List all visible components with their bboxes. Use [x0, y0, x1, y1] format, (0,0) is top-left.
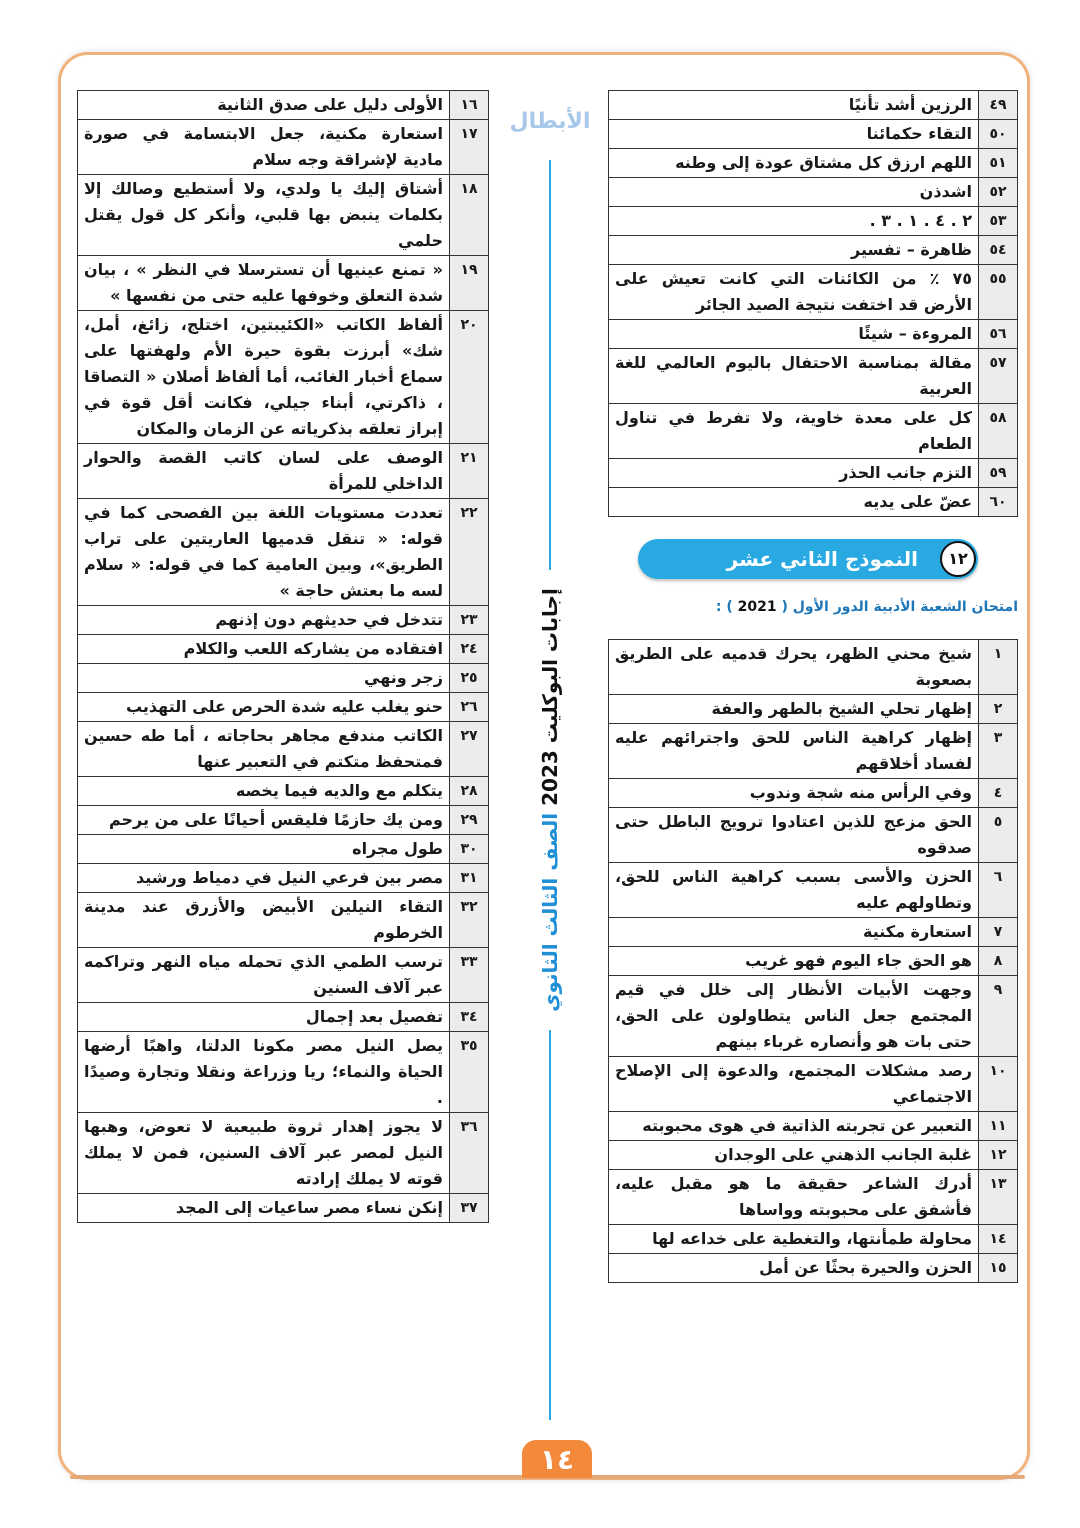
table-row — [78, 444, 489, 499]
answer-number: ١٤ — [979, 1225, 1018, 1254]
answer-number: ٣٧ — [450, 1194, 489, 1223]
table-row — [78, 948, 489, 1003]
answer-text: يصل النيل مصر مكونا الدلتا، واهبًا أرضها الحياة والنماء؛ ريا وزراعة ونقلا وتجارة وصيدًا . — [78, 1032, 450, 1113]
answer-number: ٥٢ — [979, 178, 1018, 207]
answer-number: ٥٤ — [979, 236, 1018, 265]
answer-number: ١٢ — [979, 1141, 1018, 1170]
answer-text: التزم جانب الحذر — [609, 459, 979, 488]
answer-text: الكاتب مندفع مجاهر بحاجاته ، أما طه حسين فمتحفظ متكتم في التعبير عنها — [78, 722, 450, 777]
table-row — [609, 779, 1018, 808]
answer-text: المروءة – شيئًا — [609, 320, 979, 349]
answer-number: ٢٢ — [450, 499, 489, 606]
table-row — [78, 664, 489, 693]
table-row — [609, 1254, 1018, 1283]
table-row — [78, 635, 489, 664]
answer-number: ٥٠ — [979, 120, 1018, 149]
answers-table-right-bottom — [608, 639, 1018, 1283]
answer-number: ٣٦ — [450, 1113, 489, 1194]
table-row — [78, 606, 489, 635]
answer-text: مقالة بمناسبة الاحتفال باليوم العالمي للغة العربية — [609, 349, 979, 404]
answer-text: إظهار كراهية الناس للحق واجترائهم عليه لفساد أخلاقهم — [609, 724, 979, 779]
table-row — [609, 459, 1018, 488]
table-row — [609, 695, 1018, 724]
table-row — [78, 499, 489, 606]
table-row — [609, 120, 1018, 149]
table-row — [609, 724, 1018, 779]
table-row — [78, 1194, 489, 1223]
left-column — [77, 90, 489, 1223]
exam-year: 2021 — [737, 599, 777, 615]
answer-text: ظاهرة – تفسير — [609, 236, 979, 265]
answer-number: ١٨ — [450, 175, 489, 256]
side-title-grade: الصف الثالث الثانوي — [538, 812, 562, 1012]
table-row — [78, 722, 489, 777]
answer-text: تفصيل بعد إجمال — [78, 1003, 450, 1032]
answer-number: ٤ — [979, 779, 1018, 808]
exam-label — [716, 597, 1018, 617]
table-row — [609, 1170, 1018, 1225]
answer-number: ٢٧ — [450, 722, 489, 777]
answer-text: رصد مشكلات المجتمع، والدعوة إلى الإصلاح الاجتماعي — [609, 1057, 979, 1112]
answer-number: ٢٠ — [450, 311, 489, 444]
answer-number: ١٠ — [979, 1057, 1018, 1112]
table-row — [78, 311, 489, 444]
table-row — [609, 1112, 1018, 1141]
table-row — [609, 1141, 1018, 1170]
table-row — [609, 236, 1018, 265]
answer-number: ٢٨ — [450, 777, 489, 806]
table-row — [78, 693, 489, 722]
side-title-booklet: إجابات البوكليت 2023 — [538, 588, 562, 806]
answer-text: ٢ . ٤ . ١ . ٣ . — [609, 207, 979, 236]
answer-number: ٧ — [979, 918, 1018, 947]
answer-number: ٢٤ — [450, 635, 489, 664]
page-number: ١٤ — [522, 1440, 592, 1478]
right-column — [608, 90, 1018, 1283]
answer-text: طول مجراه — [78, 835, 450, 864]
answer-text: الأولى دليل على صدق الثانية — [78, 91, 450, 120]
answer-text: زجر ونهي — [78, 664, 450, 693]
answer-number: ٢٦ — [450, 693, 489, 722]
table-row — [78, 120, 489, 175]
answer-number: ٦٠ — [979, 488, 1018, 517]
answer-text: الحق مزعج للذين اعتادوا ترويج الباطل حتى صدقوه — [609, 808, 979, 863]
exam-label-suffix: ) : — [715, 599, 733, 615]
table-row — [609, 149, 1018, 178]
answer-text: كل على معدة خاوية، ولا تفرط في تناول الطعام — [609, 404, 979, 459]
answer-text: إنكن نساء مصر ساعيات إلى المجد — [78, 1194, 450, 1223]
answer-text: الحزن والحيرة بحثًا عن أمل — [609, 1254, 979, 1283]
answer-text: اللهم ارزق كل مشتاق عودة إلى وطنه — [609, 149, 979, 178]
table-row — [609, 863, 1018, 918]
table-row — [78, 806, 489, 835]
table-row — [609, 1225, 1018, 1254]
table-row — [78, 256, 489, 311]
answer-number: ١٩ — [450, 256, 489, 311]
answer-number: ٢٩ — [450, 806, 489, 835]
table-row — [609, 1057, 1018, 1112]
answer-text: لا يجوز إهدار ثروة طبيعية لا تعوض، وهبها النيل لمصر عبر آلاف السنين، فمن لا يملك قوته لا يملك إرادته — [78, 1113, 450, 1194]
divider-line-top — [549, 160, 551, 570]
brand-logo: الأبطال — [509, 109, 591, 134]
table-row — [78, 1113, 489, 1194]
answer-number: ٥٧ — [979, 349, 1018, 404]
answer-text: ألفاظ الكاتب «الكئيبتين، اختلج، زائغ، أمل، شك» أبرزت بقوة حيرة الأم ولهفتها على سماع أخبار الغائب، أما ألفاظ أصلان « التصاقا ، ذاكرتي، أبناء جيلي، فكانت أقل قوة في إبراز تعلقه بذكرياته عن الزمان والمكان — [78, 311, 450, 444]
table-row — [78, 91, 489, 120]
answer-number: ٥ — [979, 808, 1018, 863]
table-row — [78, 1032, 489, 1113]
answer-text: يتكلم مع والديه فيما يخصه — [78, 777, 450, 806]
answer-text: غلبة الجانب الذهني على الوجدان — [609, 1141, 979, 1170]
answer-number: ٣٤ — [450, 1003, 489, 1032]
answer-number: ٤٩ — [979, 91, 1018, 120]
section-number-badge: ١٢ — [940, 541, 976, 577]
section-header — [638, 539, 978, 579]
answer-text: الحزن والأسى بسبب كراهية الناس للحق، وتطاولهم عليه — [609, 863, 979, 918]
answer-number: ٥٥ — [979, 265, 1018, 320]
table-row — [78, 175, 489, 256]
answer-text: التقاء حكمائنا — [609, 120, 979, 149]
answer-text: ترسب الطمي الذي تحمله مياه النهر وتراكمه عبر آلاف السنين — [78, 948, 450, 1003]
divider-line-bottom — [549, 1030, 551, 1420]
answer-number: ٥٣ — [979, 207, 1018, 236]
table-row — [78, 893, 489, 948]
answer-text: استعارة مكنية — [609, 918, 979, 947]
table-row — [78, 864, 489, 893]
table-row — [609, 91, 1018, 120]
answer-number: ٢٥ — [450, 664, 489, 693]
table-row — [609, 320, 1018, 349]
answer-text: تعددت مستويات اللغة بين الفصحى كما في قوله: « تنقل قدميها العاريتين على تراب الطريق»، وبين العامية كما في قوله: « سلام لسه ما بعتش حاجة » — [78, 499, 450, 606]
answer-number: ٣٠ — [450, 835, 489, 864]
answer-text: التقاء النيلين الأبيض والأزرق عند مدينة الخرطوم — [78, 893, 450, 948]
answer-text: شيخ محني الظهر، يحرك قدميه على الطريق بصعوبة — [609, 640, 979, 695]
table-row — [609, 947, 1018, 976]
answer-text: اشدذن — [609, 178, 979, 207]
answer-text: إظهار تحلي الشيخ بالطهر والعفة — [609, 695, 979, 724]
section-block — [608, 539, 1018, 639]
answer-text: عضّ على يديه — [609, 488, 979, 517]
answer-number: ١٣ — [979, 1170, 1018, 1225]
answer-number: ٩ — [979, 976, 1018, 1057]
answer-number: ٢٣ — [450, 606, 489, 635]
answer-text: الوصف على لسان كاتب القصة والحوار الداخلي للمرأة — [78, 444, 450, 499]
table-row — [609, 178, 1018, 207]
table-row — [609, 265, 1018, 320]
table-row — [609, 976, 1018, 1057]
answer-number: ٣١ — [450, 864, 489, 893]
table-row — [609, 349, 1018, 404]
answer-text: وجهت الأبيات الأنظار إلى خلل في قيم المجتمع جعل الناس يتطاولون على الحق، حتى بات هو وأنصاره غرباء بينهم — [609, 976, 979, 1057]
table-row — [609, 488, 1018, 517]
answer-text: وفي الرأس منه شجة وندوب — [609, 779, 979, 808]
answer-text: ومن يك حازمًا فليقس أحيانًا على من يرحم — [78, 806, 450, 835]
answer-text: التعبير عن تجربته الذاتية في هوى محبوبته — [609, 1112, 979, 1141]
answer-number: ٣٢ — [450, 893, 489, 948]
answer-number: ١ — [979, 640, 1018, 695]
answer-text: أشتاق إليك يا ولدي، ولا أستطيع وصالك إلا بكلمات ينبض بها قلبي، وأنكر كل قول يقتل حلمي — [78, 175, 450, 256]
answer-text: تتدخل في حديثهم دون إذنهم — [78, 606, 450, 635]
answer-number: ٣ — [979, 724, 1018, 779]
table-row — [78, 1003, 489, 1032]
answer-text: حنو يغلب عليه شدة الحرص على التهذيب — [78, 693, 450, 722]
answer-number: ٦ — [979, 863, 1018, 918]
answer-number: ٣٥ — [450, 1032, 489, 1113]
answer-number: ٣٣ — [450, 948, 489, 1003]
table-row — [609, 640, 1018, 695]
answer-number: ٥٨ — [979, 404, 1018, 459]
table-row — [609, 808, 1018, 863]
answer-text: هو الحق جاء اليوم فهو غريب — [609, 947, 979, 976]
section-title: النموذج الثاني عشر — [726, 547, 918, 571]
answer-number: ٨ — [979, 947, 1018, 976]
answer-number: ١٦ — [450, 91, 489, 120]
answer-number: ٢١ — [450, 444, 489, 499]
answer-number: ١١ — [979, 1112, 1018, 1141]
table-row — [78, 835, 489, 864]
answer-text: افتقاده من يشاركه اللعب والكلام — [78, 635, 450, 664]
answers-table-left — [77, 90, 489, 1223]
answer-text: الرزين أشد تأنيًا — [609, 91, 979, 120]
answer-text: محاولة طمأنتها، والتغطية على خداعه لها — [609, 1225, 979, 1254]
table-row — [609, 404, 1018, 459]
answer-number: ٥٩ — [979, 459, 1018, 488]
answer-number: ١٥ — [979, 1254, 1018, 1283]
table-row — [78, 777, 489, 806]
answer-text: ٧٥ ٪ من الكائنات التي كانت تعيش على الأرض قد اختفت نتيجة الصيد الجائر — [609, 265, 979, 320]
answer-text: أدرك الشاعر حقيقة ما هو مقبل عليه، فأشفق على محبوبته وواساها — [609, 1170, 979, 1225]
table-row — [609, 207, 1018, 236]
table-row — [609, 918, 1018, 947]
answer-text: « تمنع عينيها أن تسترسلا في النظر » ، بيان شدة التعلق وخوفها عليه حتى من نفسها » — [78, 256, 450, 311]
answer-text: استعارة مكنية، جعل الابتسامة في صورة مادية لإشراقة وجه سلام — [78, 120, 450, 175]
answer-number: ١٧ — [450, 120, 489, 175]
answer-number: ٥١ — [979, 149, 1018, 178]
answers-table-right-top — [608, 90, 1018, 517]
side-title — [538, 588, 562, 1012]
exam-label-text: امتحان الشعبة الأدبية الدور الأول ( — [781, 599, 1018, 615]
answer-text: مصر بين فرعي النيل في دمياط ورشيد — [78, 864, 450, 893]
answer-number: ٢ — [979, 695, 1018, 724]
answer-number: ٥٦ — [979, 320, 1018, 349]
